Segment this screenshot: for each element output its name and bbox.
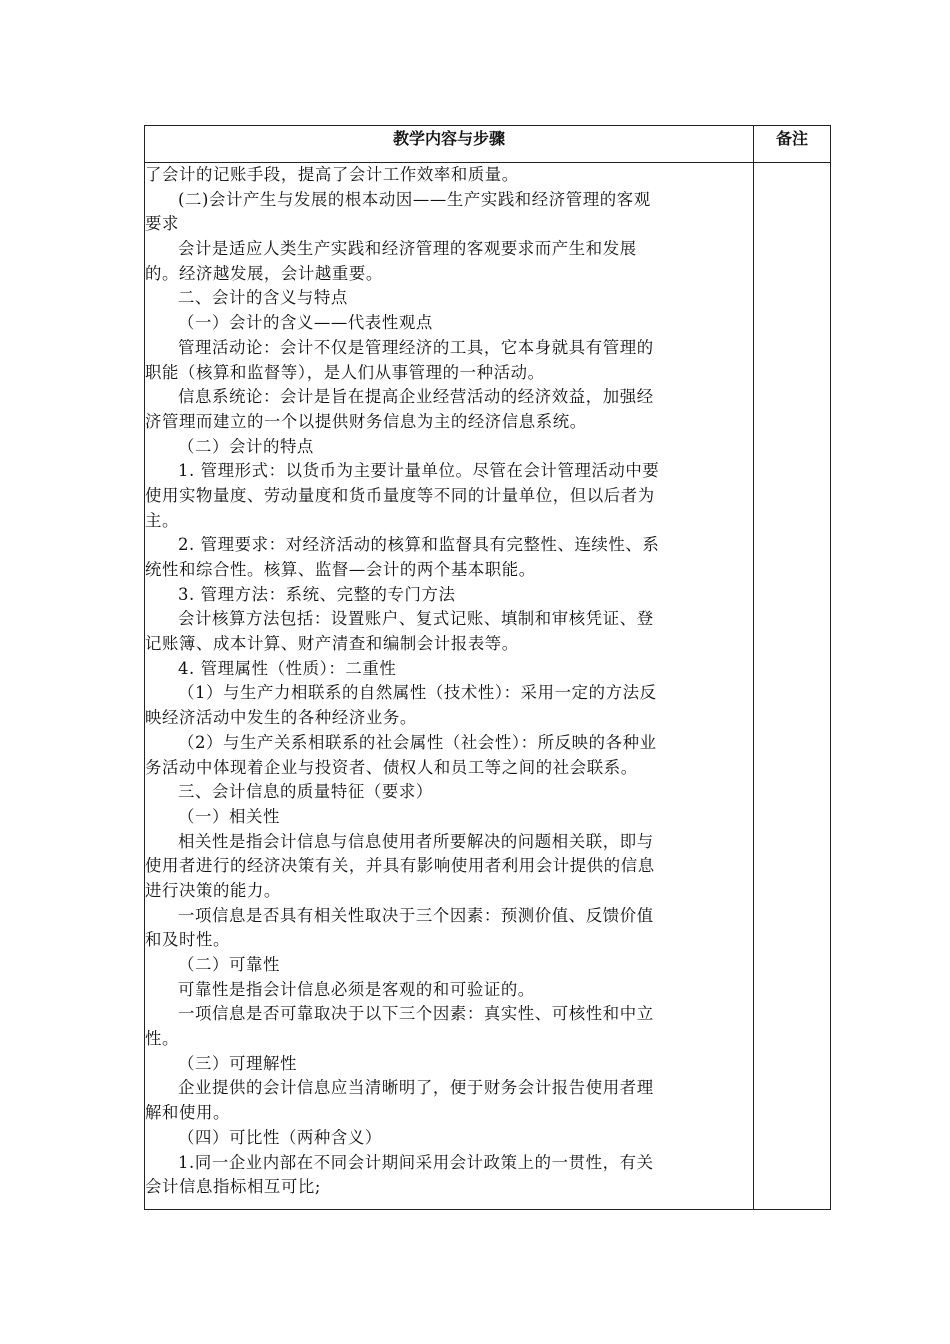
text-line: 主。 xyxy=(145,510,179,530)
text-line: (二)会计产生与发展的根本动因——生产实践和经济管理的客观 xyxy=(178,189,651,209)
text-line: 会计信息指标相互可比; xyxy=(145,1177,322,1197)
text-line: 1.同一企业内部在不同会计期间采用会计政策上的一贯性，有关 xyxy=(178,1152,654,1172)
text-line: 三、会计信息的质量特征（要求） xyxy=(178,782,433,802)
text-line: 职能（核算和监督等），是人们从事管理的一种活动。 xyxy=(145,362,545,382)
text-line: （三）可理解性 xyxy=(178,1053,297,1073)
text-line: 映经济活动中发生的各种经济业务。 xyxy=(145,708,417,728)
text-line: 二、会计的含义与特点 xyxy=(178,288,348,308)
text-line: 的。经济越发展，会计越重要。 xyxy=(145,263,383,283)
text-line: 和及时性。 xyxy=(145,930,230,950)
text-line: 了会计的记账手段，提高了会计工作效率和质量。 xyxy=(145,165,519,184)
text-line: 一项信息是否可靠取决于以下三个因素：真实性、可核性和中立 xyxy=(178,1004,654,1024)
text-line: 相关性是指会计信息与信息使用者所要解决的问题相关联，即与 xyxy=(178,831,654,851)
teaching-content-cell xyxy=(145,163,754,1210)
table-header-row xyxy=(145,126,831,163)
text-line: （二）会计的特点 xyxy=(178,436,314,456)
remarks-cell xyxy=(754,163,831,1210)
text-line: 4. 管理属性（性质）：二重性 xyxy=(178,658,397,678)
text-line: （二）可靠性 xyxy=(178,955,280,974)
text-line: 信息系统论：会计是旨在提高企业经营活动的经济效益，加强经 xyxy=(178,387,654,407)
text-line: 会计是适应人类生产实践和经济管理的客观要求而产生和发展 xyxy=(178,239,637,259)
text-line: 3. 管理方法：系统、完整的专门方法 xyxy=(178,584,456,604)
text-line: 统性和综合性。核算、监督—会计的两个基本职能。 xyxy=(145,560,536,579)
text-line: 务活动中体现着企业与投资者、债权人和员工等之间的社会联系。 xyxy=(145,757,638,777)
text-line: 解和使用。 xyxy=(145,1103,230,1123)
content-lines xyxy=(145,163,753,1200)
text-line: （1）与生产力相联系的自然属性（技术性）：采用一定的方法反 xyxy=(178,683,657,703)
text-line: 一项信息是否具有相关性取决于三个因素：预测价值、反馈价值 xyxy=(178,905,654,925)
text-line: 使用者进行的经济决策有关，并具有影响使用者利用会计提供的信息 xyxy=(145,856,655,876)
text-line: 记账簿、成本计算、财产清查和编制会计报表等。 xyxy=(145,634,519,654)
text-line: 要求 xyxy=(145,214,179,234)
lesson-plan-table xyxy=(144,125,831,1210)
text-line: 2. 管理要求：对经济活动的核算和监督具有完整性、连续性、系 xyxy=(178,535,660,555)
text-line: 会计核算方法包括：设置账户、复式记账、填制和审核凭证、登 xyxy=(178,609,654,629)
text-line: （2）与生产关系相联系的社会属性（社会性）：所反映的各种业 xyxy=(178,732,657,752)
text-line: 济管理而建立的一个以提供财务信息为主的经济信息系统。 xyxy=(145,411,587,431)
text-line: （四）可比性（两种含义） xyxy=(178,1127,382,1147)
text-line: 性。 xyxy=(145,1029,179,1049)
table-body-row xyxy=(145,163,831,1210)
header-teaching-content: 教学内容与步骤 xyxy=(145,126,754,163)
text-line: 进行决策的能力。 xyxy=(145,880,281,900)
header-remarks: 备注 xyxy=(754,126,831,163)
text-line: 使用实物量度、劳动量度和货币量度等不同的计量单位，但以后者为 xyxy=(145,485,655,505)
text-line: 企业提供的会计信息应当清晰明了，便于财务会计报告使用者理 xyxy=(178,1078,654,1098)
text-line: 1. 管理形式：以货币为主要计量单位。尽管在会计管理活动中要 xyxy=(178,461,660,481)
text-line: 可靠性是指会计信息必须是客观的和可验证的。 xyxy=(178,979,535,999)
text-line: （一）相关性 xyxy=(178,806,280,826)
text-line: 管理活动论：会计不仅是管理经济的工具，它本身就具有管理的 xyxy=(178,337,654,357)
text-line: （一）会计的含义——代表性观点 xyxy=(178,313,433,333)
